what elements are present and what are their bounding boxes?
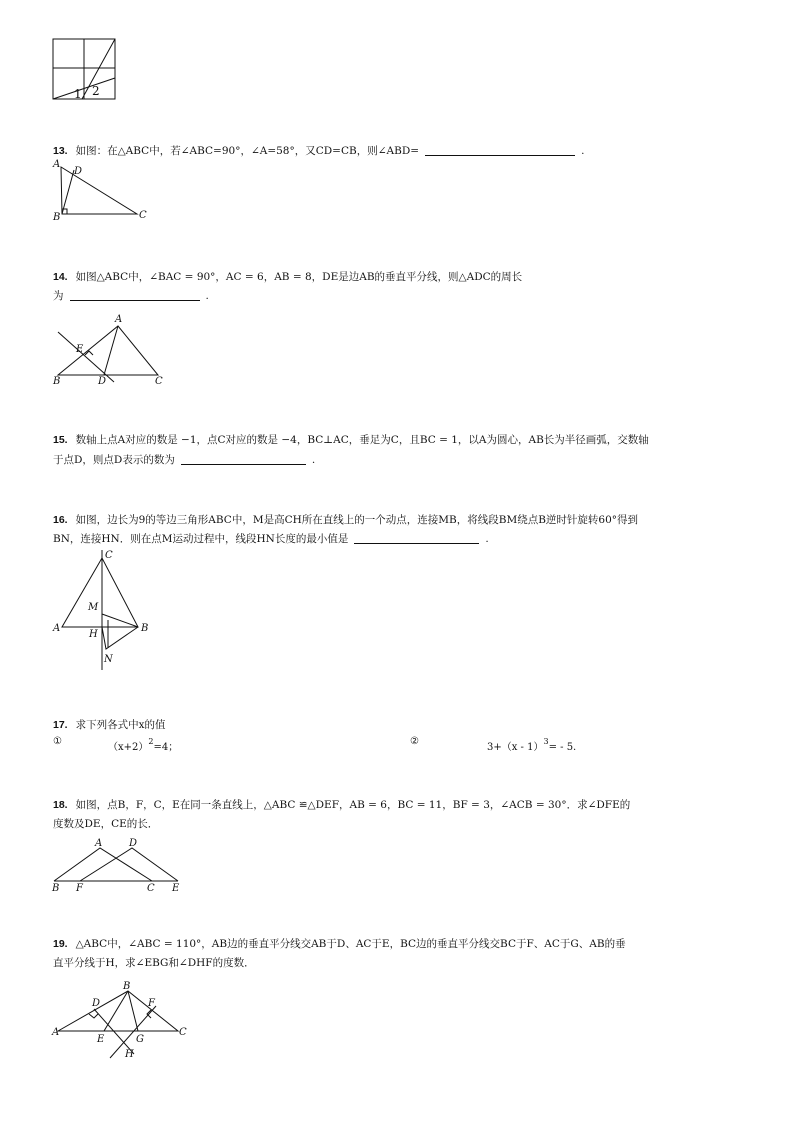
question-text-line1: 如图，边长为9的等边三角形ABC中，M是高CH所在直线上的一个动点，连接MB，将线段BM绕点B逆时针旋转60°得到	[75, 514, 639, 526]
vertex-label-f: F	[76, 883, 83, 894]
vertex-label-m: M	[88, 602, 99, 613]
segment-bg	[128, 991, 138, 1031]
vertex-label-b: B	[141, 623, 149, 634]
question-text-line1: 如图，点B，F，C，E在同一条直线上，△ABC ≌△DEF，AB = 6，BC = 11，BF = 3，∠ACB = 30°．求∠DFE的	[75, 799, 631, 811]
figure-q14-triangle	[52, 312, 172, 388]
vertex-label-c: C	[155, 376, 163, 387]
figure-q18-congruent-triangles	[52, 836, 187, 894]
question-number: 15.	[53, 434, 68, 446]
vertex-label-a: A	[53, 159, 61, 170]
equation-1-marker: ①	[53, 736, 62, 747]
triangle-abc-sides	[54, 848, 152, 881]
vertex-label-h: H	[125, 1049, 134, 1060]
equation-1-base: （x+2）	[108, 742, 149, 753]
question-text-line2: 度数及DE，CE的长．	[53, 818, 159, 830]
question-16-line2	[53, 528, 489, 550]
vertex-label-b: B	[123, 981, 131, 992]
equation-2	[487, 734, 576, 756]
segment-bd	[62, 170, 74, 214]
vertex-label-n: N	[104, 654, 113, 665]
vertex-label-b: B	[53, 212, 61, 223]
question-number: 14.	[53, 271, 68, 283]
equation-2-exponent: 3	[543, 737, 549, 746]
figure-grid-angles	[52, 38, 118, 102]
question-text-line2: 为	[53, 290, 64, 302]
vertex-label-f: F	[148, 998, 155, 1009]
answer-blank[interactable]	[354, 531, 479, 544]
vertex-label-c: C	[105, 550, 113, 561]
figure-q13-triangle	[52, 160, 152, 222]
triangle-abc	[58, 326, 158, 375]
question-number: 16.	[53, 514, 68, 526]
question-15	[53, 429, 649, 451]
question-text-line1: 数轴上点A对应的数是 −1，点C对应的数是 −4，BC⊥AC，垂足为C，且BC = 1，以A为圆心，AB长为半径画弧，交数轴	[75, 434, 649, 446]
question-text: 求下列各式中x的值	[75, 719, 166, 731]
equation-1	[108, 734, 178, 756]
segment-ad	[104, 326, 118, 375]
question-end: .	[581, 145, 585, 157]
triangle-def-sides	[80, 848, 178, 881]
question-text-line1: 如图△ABC中，∠BAC = 90°，AC = 6，AB = 8，DE是边AB的垂直平分线，则△ADC的周长	[75, 271, 523, 283]
question-number: 18.	[53, 799, 68, 811]
right-angle-mark-d	[89, 1014, 98, 1018]
equation-1-rest: =4；	[153, 742, 179, 753]
question-18-line2	[53, 813, 158, 835]
equation-2-rest: = - 5.	[548, 742, 577, 753]
vertex-label-g: G	[136, 1034, 144, 1045]
question-text: 如图：在△ABC中，若∠ABC=90°，∠A=58°，又CD=CB，则∠ABD=	[75, 145, 420, 157]
question-text-line1: △ABC中，∠ABC = 110°，AB边的垂直平分线交AB于D、AC于E，BC边的垂直平分线交BC于F、AC于G、AB的垂	[75, 938, 626, 950]
answer-blank[interactable]	[425, 143, 575, 156]
question-14-line2	[53, 285, 209, 307]
vertex-label-h: H	[89, 629, 98, 640]
equation-2-marker: ②	[410, 736, 419, 747]
vertex-label-c: C	[139, 210, 147, 221]
triangle-abc	[62, 558, 138, 627]
answer-blank[interactable]	[70, 288, 200, 301]
vertex-label-a: A	[115, 314, 123, 325]
vertex-label-c: C	[179, 1027, 187, 1038]
vertex-label-e: E	[172, 883, 180, 894]
vertex-label-c: C	[147, 883, 155, 894]
vertex-label-d: D	[129, 838, 138, 849]
segment-bn-hn	[102, 627, 138, 649]
question-17	[53, 714, 166, 736]
vertex-label-a: A	[53, 623, 61, 634]
equation-1-exponent: 2	[148, 737, 154, 746]
vertex-label-e: E	[76, 344, 84, 355]
equation-2-base: 3+（x - 1）	[487, 742, 544, 753]
question-text-line2: 于点D，则点D表示的数为	[53, 454, 175, 466]
vertex-label-b: B	[52, 883, 60, 894]
vertex-label-d: D	[98, 376, 107, 387]
question-end: .	[311, 454, 316, 466]
question-15-line2	[53, 449, 315, 471]
vertex-label-d: D	[92, 998, 101, 1009]
question-text-line2: BN，连接HN．则在点M运动过程中，线段HN长度的最小值是	[53, 533, 349, 545]
question-number: 13.	[53, 145, 68, 157]
question-number: 19.	[53, 938, 68, 950]
angle-label-2: 2	[92, 84, 100, 98]
question-number: 17.	[53, 719, 68, 731]
question-text-line2: 直平分线于H，求∠EBG和∠DHF的度数．	[53, 957, 255, 969]
figure-q16-equilateral-triangle	[52, 548, 162, 672]
question-end: .	[485, 533, 489, 545]
answer-blank[interactable]	[181, 452, 306, 465]
vertex-label-e: E	[97, 1034, 105, 1045]
question-13	[53, 140, 584, 162]
question-end: .	[205, 290, 209, 302]
figure-q19-perpendicular-bisectors	[52, 980, 192, 1062]
vertex-label-b: B	[53, 376, 61, 387]
question-19-line2	[53, 952, 255, 974]
triangle-abc	[58, 991, 178, 1031]
vertex-label-a: A	[95, 838, 103, 849]
vertex-label-d: D	[74, 166, 83, 177]
vertex-label-a: A	[52, 1027, 60, 1038]
angle-label-1: 1	[74, 87, 82, 101]
